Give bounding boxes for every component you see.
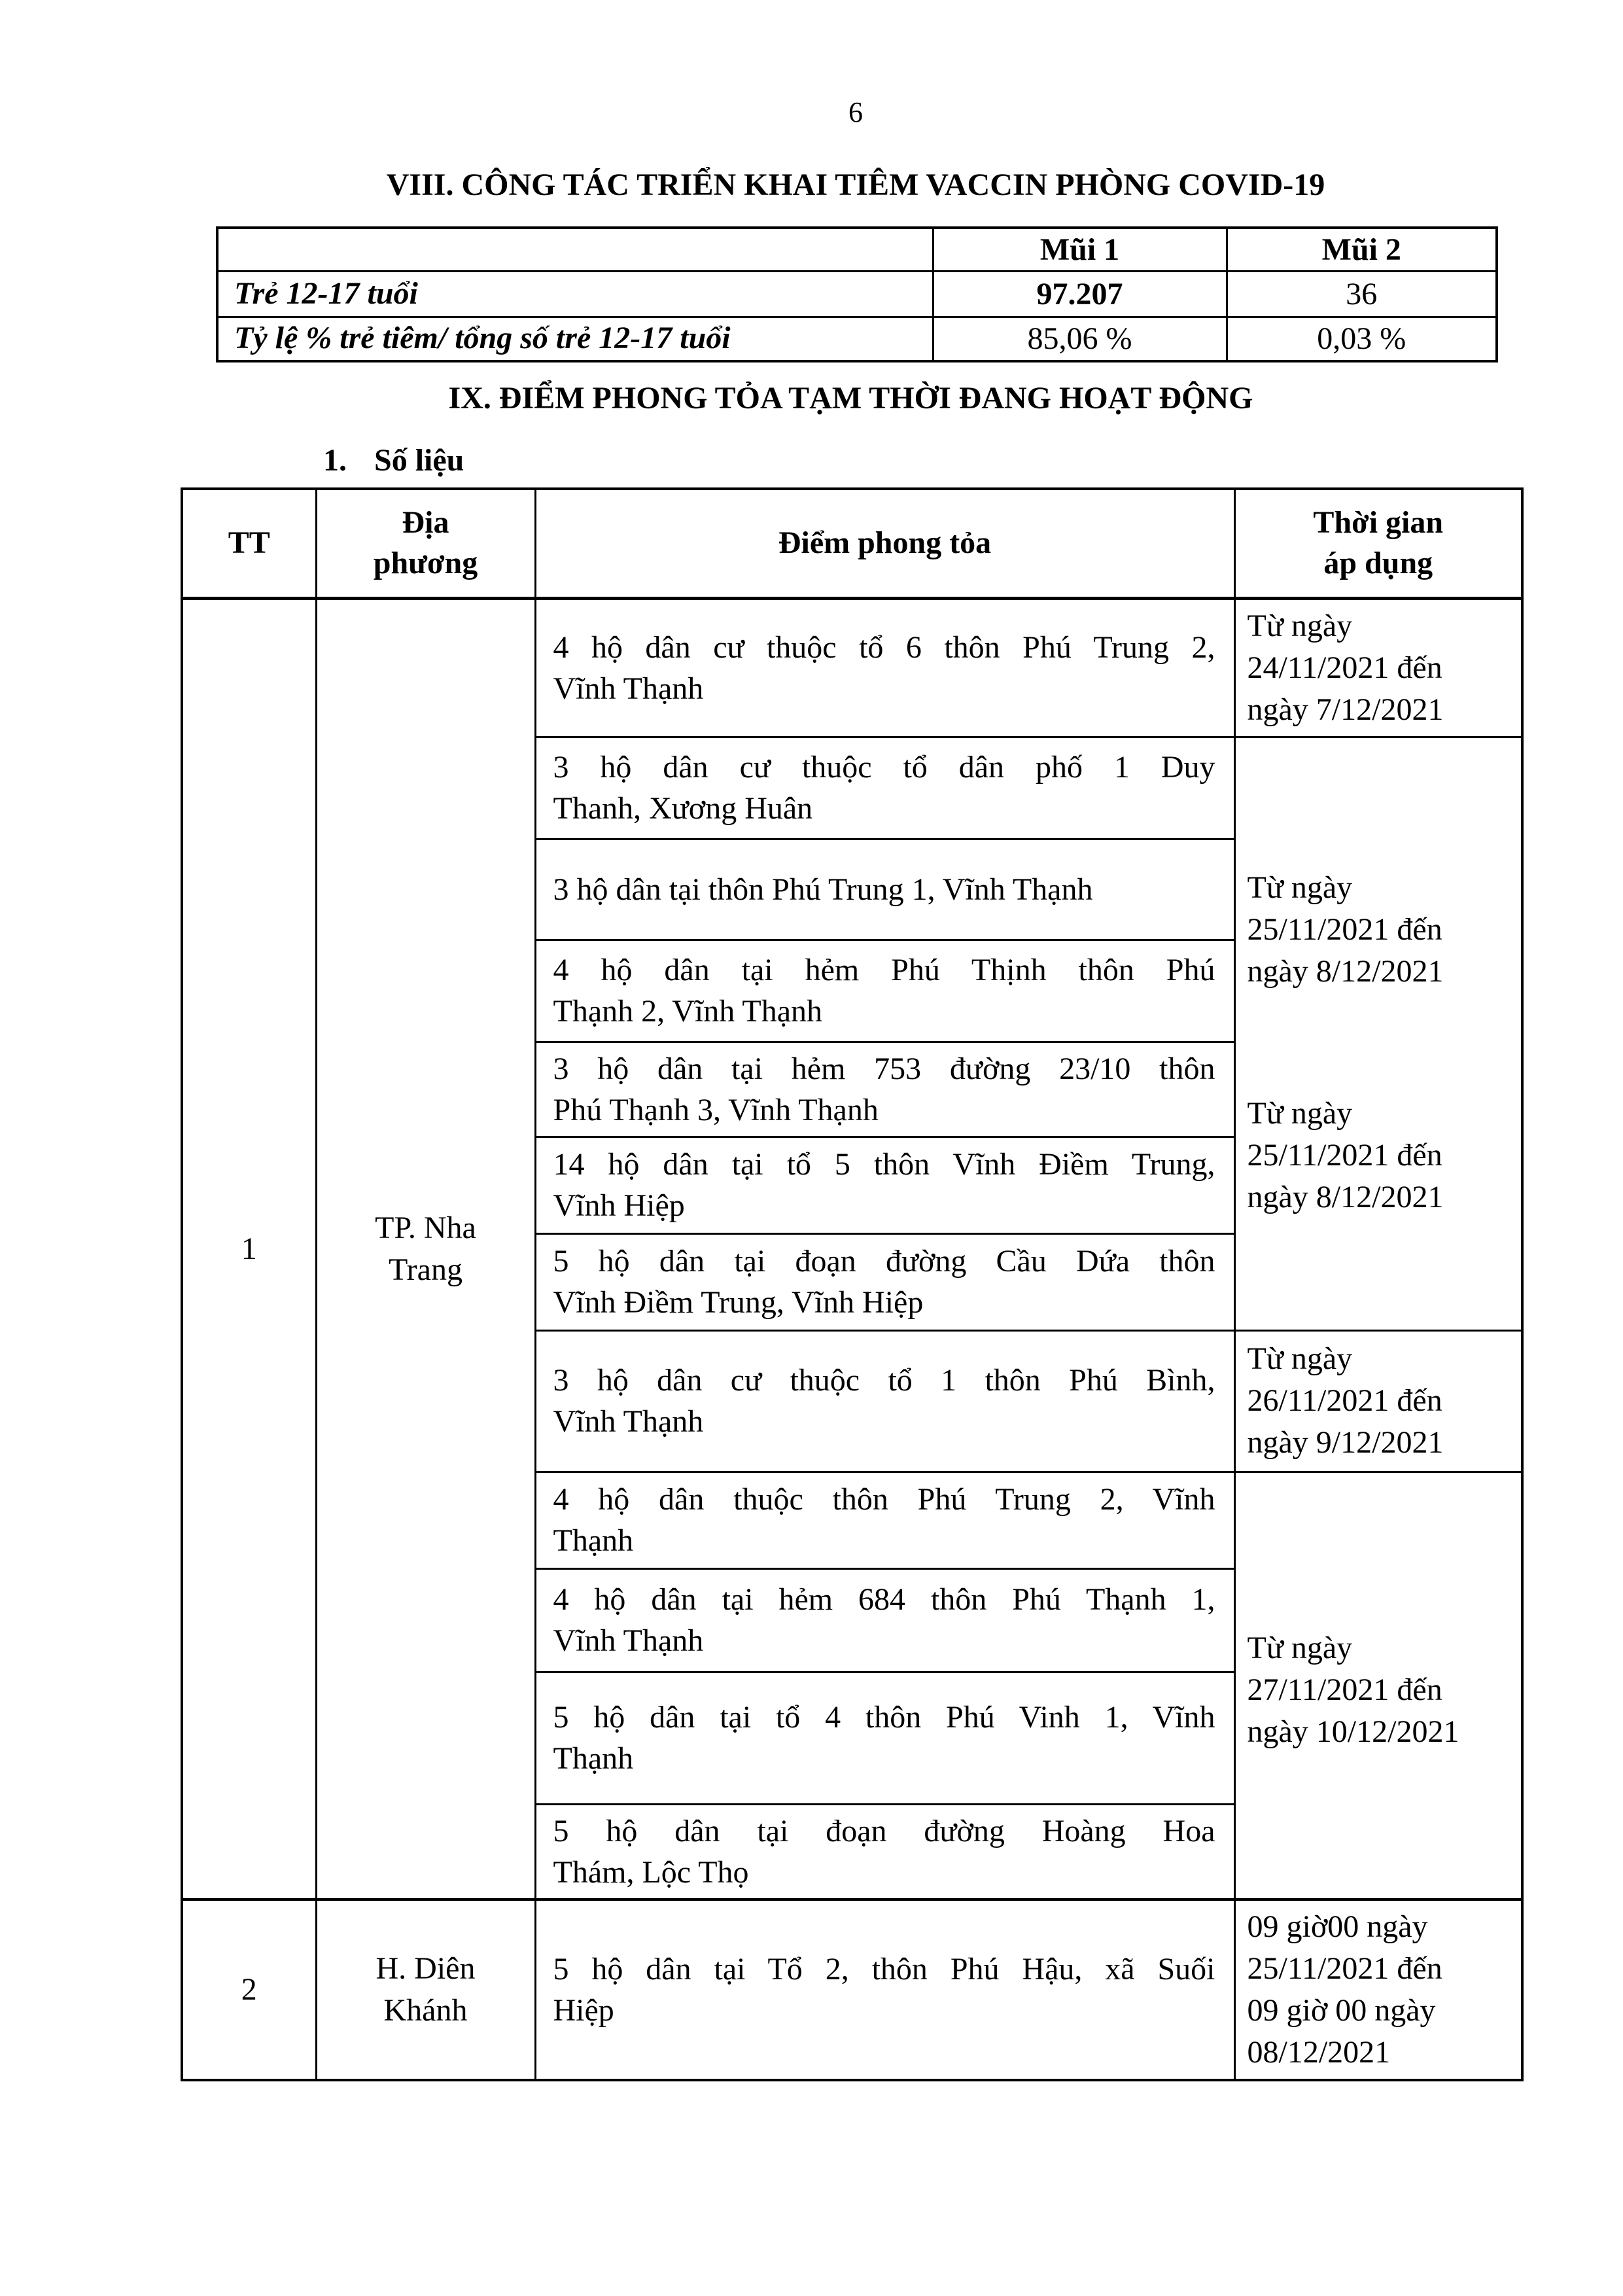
site-cell: 5 hộ dân tại đoạn đường Hoàng Hoa Thám, Lộc Thọ [535,1804,1234,1899]
dose1-header: Mũi 1 [933,228,1227,271]
area-cell-nha-trang: TP. Nha Trang [316,598,535,1899]
lockdown-table [181,487,1524,2081]
table-row [182,1899,1522,2080]
dose1-value: 97.207 [933,271,1227,317]
header-area: Địa phương [316,489,535,598]
vaccine-row-percentage [217,317,1497,361]
site-cell: 5 hộ dân tại Tổ 2, thôn Phú Hậu, xã Suối Hiệp [535,1899,1234,2080]
vaccine-header-empty-cell [217,228,933,271]
time-cell: Từ ngày 25/11/2021 đến ngày 8/12/2021 [1234,737,1522,1042]
area-cell-dien-khanh: H. Diên Khánh [316,1899,535,2080]
tt-cell-group2: 2 [182,1899,316,2080]
table-row [182,598,1522,737]
site-cell: 3 hộ dân tại thôn Phú Trung 1, Vĩnh Thạnh [535,839,1234,940]
vaccine-table-header-row [217,228,1497,271]
vaccine-table [216,226,1498,362]
time-cell: Từ ngày 25/11/2021 đến ngày 8/12/2021 [1234,1042,1522,1330]
tt-cell-group1: 1 [182,598,316,1899]
section-viii-title: VIII. CÔNG TÁC TRIỂN KHAI TIÊM VACCIN PHÒNG COVID-19 [386,168,1325,202]
page-number: 6 [848,96,863,128]
dose2-value: 0,03 % [1227,317,1497,361]
site-cell: 3 hộ dân tại hẻm 753 đường 23/10 thôn Phú Thạnh 3, Vĩnh Thạnh [535,1042,1234,1137]
subsection-title [323,442,464,479]
site-cell: 4 hộ dân tại hẻm 684 thôn Phú Thạnh 1, Vĩnh Thạnh [535,1568,1234,1672]
lockdown-header-row [182,489,1522,598]
time-cell: 09 giờ00 ngày 25/11/2021 đến 09 giờ 00 ngày 08/12/2021 [1234,1899,1522,2080]
site-cell: 4 hộ dân cư thuộc tổ 6 thôn Phú Trung 2, Vĩnh Thạnh [535,598,1234,737]
header-site: Điểm phong tỏa [535,489,1234,598]
time-cell: Từ ngày 27/11/2021 đến ngày 10/12/2021 [1234,1472,1522,1899]
dose2-header: Mũi 2 [1227,228,1497,271]
vaccine-row-label: Trẻ 12-17 tuổi [217,271,933,317]
vaccine-row-label: Tỷ lệ % trẻ tiêm/ tổng số trẻ 12-17 tuổi [217,317,933,361]
site-cell: 5 hộ dân tại đoạn đường Cầu Dứa thôn Vĩnh Điềm Trung, Vĩnh Hiệp [535,1233,1234,1330]
subsection-number: 1. [323,443,347,478]
section-ix-title: IX. ĐIỂM PHONG TỎA TẠM THỜI ĐANG HOẠT ĐỘNG [448,381,1253,415]
site-cell: 4 hộ dân thuộc thôn Phú Trung 2, Vĩnh Thạnh [535,1472,1234,1568]
vaccine-row-children [217,271,1497,317]
site-cell: 3 hộ dân cư thuộc tổ dân phố 1 Duy Thanh, Xương Huân [535,737,1234,839]
dose2-value: 36 [1227,271,1497,317]
time-cell: Từ ngày 26/11/2021 đến ngày 9/12/2021 [1234,1330,1522,1472]
time-cell: Từ ngày 24/11/2021 đến ngày 7/12/2021 [1234,598,1522,737]
subsection-label: Số liệu [374,443,464,478]
header-time: Thời gian áp dụng [1234,489,1522,598]
dose1-value: 85,06 % [933,317,1227,361]
header-tt: TT [182,489,316,598]
site-cell: 5 hộ dân tại tổ 4 thôn Phú Vinh 1, Vĩnh Thạnh [535,1672,1234,1804]
site-cell: 4 hộ dân tại hẻm Phú Thịnh thôn Phú Thạnh 2, Vĩnh Thạnh [535,940,1234,1042]
site-cell: 3 hộ dân cư thuộc tổ 1 thôn Phú Bình, Vĩnh Thạnh [535,1330,1234,1472]
site-cell: 14 hộ dân tại tổ 5 thôn Vĩnh Điềm Trung, Vĩnh Hiệp [535,1137,1234,1233]
